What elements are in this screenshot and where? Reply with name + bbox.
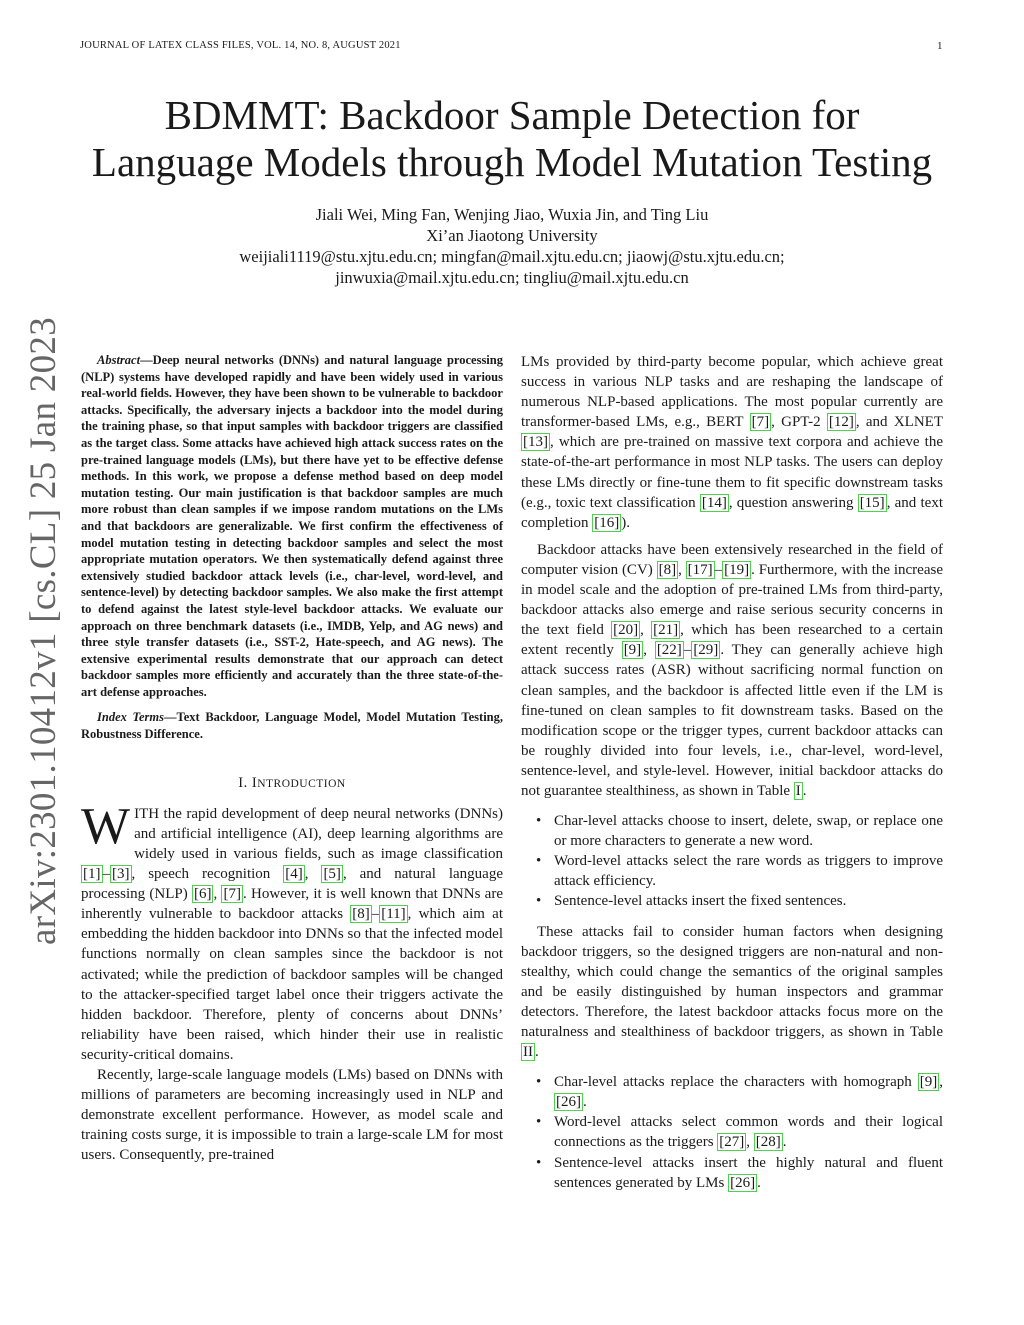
citation-link[interactable]: [8] (352, 906, 370, 923)
text-run: – (371, 906, 380, 923)
index-terms (81, 709, 503, 742)
text-run: , (678, 561, 686, 578)
index-terms-text: —Text Backdoor, Language Model, Model Mutation Testing, Robustness Difference. (81, 710, 503, 742)
text-run: . (782, 1134, 787, 1151)
section-heading-introduction (81, 773, 503, 794)
citation-link[interactable]: [8] (658, 561, 677, 578)
citation-link[interactable]: [5] (323, 866, 341, 883)
running-head: JOURNAL OF LATEX CLASS FILES, VOL. 14, NO. 8, AUGUST 2021 (80, 40, 401, 51)
text-run: Backdoor attacks have been extensively researched in the field of computer vision (CV) (521, 541, 943, 578)
text-run: , GPT-2 (771, 414, 827, 431)
bullet-list-1 (521, 811, 943, 911)
abstract (81, 352, 503, 700)
citation-link[interactable]: [1] (83, 866, 101, 883)
text-run: ITH the rapid development of deep neural networks (DNNs) and artificial intelligence (AI), deep learning algorithms are widely used in various fields, such as image classification (134, 805, 503, 862)
right-paragraph-3 (521, 922, 943, 1063)
citation-link[interactable]: [14] (701, 494, 727, 511)
section-title-first: I (251, 774, 258, 791)
list-item: • Char-level attacks choose to insert, delete, swap, or replace one or more characters to generate a new word. (554, 811, 943, 851)
text-run: , (939, 1074, 943, 1091)
table-ref-link[interactable]: I (795, 782, 801, 799)
citation-link[interactable]: [26] (556, 1094, 581, 1111)
citation-link[interactable]: [9] (919, 1074, 938, 1091)
author-emails-1: weijiali1119@stu.xjtu.edu.cn; mingfan@mail.xjtu.edu.cn; jiaowj@stu.xjtu.edu.cn; (239, 247, 785, 266)
text-run: . However, it is well known that DNNs are inherently vulnerable to backdoor attacks (81, 886, 503, 923)
bullet-list-2 (521, 1072, 943, 1193)
citation-link[interactable]: [7] (751, 414, 770, 431)
citation-link[interactable]: [29] (693, 642, 719, 659)
citation-link[interactable]: [6] (193, 886, 212, 903)
text-run: , (304, 866, 322, 883)
abstract-text: —Deep neural networks (DNNs) and natural language processing (NLP) systems have developed rapidly and have been widely used in various real-world fields. However, they have been shown to be vulnerable to backdoor attacks. Specifically, the adversary injects a backdoor into the model during the training phase, so that input samples with backdoor triggers are classified as the target class. Some attacks have achieved high attack success rates on the pre-trained language models (LMs), but there have yet to be effective defense methods. In this work, we propose a defense method based on deep model mutation testing. Our main justification is that backdoor samples are much more robust than clean samples if we impose random mutations on the LMs and that backdoors are generalizable. We first confirm the effectiveness of model mutation testing in detecting backdoor samples and select the most appropriate mutation operators. We then systematically defend against three extensively studied backdoor attack levels (i.e., char-level, word-level, and sentence-level) by detecting backdoor samples. We also make the first attempt to defend against the latest style-level backdoor attacks. We evaluate our approach on three benchmark datasets (i.e., IMDB, Yelp, and AG news) and three style transfer datasets (i.e., SST-2, Hate-speech, and AG news). The extensive experimental results demonstrate that our approach can detect backdoor samples more efficiently and accurately than the three state-of-the-art defense approaches. (81, 353, 503, 699)
citation-link[interactable]: [20] (613, 622, 639, 639)
citation-link[interactable]: [19] (724, 561, 750, 578)
text-run: , (643, 642, 655, 659)
text-run: . (802, 782, 807, 799)
text-run: – (714, 561, 723, 578)
arxiv-identifier[interactable]: arXiv:2301.10412v1 [cs.CL] 25 Jan 2023 (23, 317, 64, 945)
citation-link[interactable]: [21] (653, 622, 679, 639)
text-run: These attacks fail to consider human factors when designing backdoor triggers, so the designed triggers are non-natural and non-stealthy, which could change the semantics of the original samples and be easily distinguished by human inspectors and grammar detectors. Therefore, the latest backdoor attacks focus more on the naturalness and stealthiness of backdoor triggers, as shown in Table (521, 923, 943, 1040)
citation-link[interactable]: [3] (112, 866, 130, 883)
text-run: – (683, 642, 692, 659)
text-run: Word-level attacks select common words and their logical connections as the triggers (554, 1114, 943, 1151)
author-affiliation: Xi’an Jiaotong University (426, 226, 598, 245)
list-item (554, 1072, 943, 1112)
citation-link[interactable]: [17] (687, 561, 713, 578)
text-run: , and text completion (521, 494, 943, 531)
paper-title-line-2: Language Models through Model Mutation Testing (91, 139, 933, 185)
title-block (60, 92, 964, 288)
section-title-rest: NTRODUCTION (257, 777, 346, 790)
citation-link[interactable]: [12] (828, 414, 854, 431)
text-run: – (102, 866, 110, 883)
text-run: LMs provided by third-party become popular, which achieve great success in various NLP tasks and are reshaping the landscape of numerous NLP-based applications. The most popular currently are transformer-based LMs, e.g., BERT (521, 354, 943, 431)
citation-link[interactable]: [27] (719, 1134, 745, 1151)
text-run: Sentence-level attacks insert the highly natural and fluent sentences generated by LMs (554, 1154, 943, 1191)
text-run: , and natural language processing (NLP) (81, 866, 503, 903)
author-emails-2: jinwuxia@mail.xjtu.edu.cn; tingliu@mail.xjtu.edu.cn (335, 268, 689, 287)
text-run: , which are pre-trained on massive text corpora and achieve the state-of-the-art performance in most NLP tasks. The users can deploy these LMs directly or fine-tune them to fit specific downstream tasks (e.g., toxic text classification (521, 434, 943, 511)
right-column (521, 352, 943, 1203)
list-item (554, 1112, 943, 1152)
text-run: . They can generally achieve high attack success rates (ASR) without sacrificing normal function on clean samples, and the backdoor is affected little even if the LM is fine-tuned on clean samples to fit downstream tasks. Based on the modification scope or the trigger types, current backdoor attacks can be roughly divided into four levels, i.e., char-level, word-level, sentence-level, and style-level. However, initial backdoor attacks do not guarantee stealthiness, as shown in Table (521, 642, 944, 799)
text-run: . (583, 1094, 587, 1111)
text-run: Char-level attacks replace the characters with homograph (554, 1074, 918, 1091)
list-item (554, 1153, 943, 1193)
author-names: Jiali Wei, Ming Fan, Wenjing Jiao, Wuxia Jin, and Ting Liu (315, 205, 709, 224)
text-run: ). (621, 514, 630, 531)
abstract-label: Abstract (97, 353, 141, 367)
intro-paragraph-2: Recently, large-scale language models (LMs) based on DNNs with millions of parameters are becoming increasingly used in NLP and demonstrate excellent performance. However, as model scale and training costs surge, it is impossible to train a large-scale LM for most users. Consequently, pre-trained (81, 1066, 503, 1164)
citation-link[interactable]: [7] (223, 886, 241, 903)
text-run: , and XLNET (855, 414, 943, 431)
text-run: . (535, 1044, 539, 1061)
author-block (60, 204, 964, 288)
section-number: I. (238, 774, 252, 791)
text-run: , speech recognition (131, 866, 284, 883)
citation-link[interactable]: [9] (623, 642, 642, 659)
drop-cap: W (81, 797, 131, 855)
text-run: . (757, 1174, 761, 1191)
citation-link[interactable]: [13] (523, 434, 548, 451)
table-ref-link[interactable]: II (523, 1044, 533, 1061)
index-terms-label: Index Terms (97, 710, 165, 725)
list-item: • Word-level attacks select the rare words as triggers to improve attack efficiency. (554, 851, 943, 891)
right-paragraph-2 (521, 540, 943, 801)
intro-paragraph-1 (81, 797, 503, 1065)
text-run: , which has been researched to a certain extent recently (521, 622, 944, 659)
citation-link[interactable]: [16] (594, 514, 620, 531)
text-run: , (213, 886, 222, 903)
citation-link[interactable]: [26] (730, 1174, 756, 1191)
text-run: . Furthermore, with the increase in model scale and the adoption of pre-trained LMs from third-party, backdoor attacks also emerge and raise serious security concerns in the text field (521, 561, 943, 639)
right-paragraph-1 (521, 352, 943, 533)
citation-link[interactable]: [11] (381, 906, 406, 923)
left-column (81, 352, 503, 1165)
citation-link[interactable]: [4] (285, 866, 303, 883)
citation-link[interactable]: [28] (755, 1134, 781, 1151)
text-run: , (746, 1134, 754, 1151)
paper-title-line-1: BDMMT: Backdoor Sample Detection for (164, 92, 860, 138)
text-run: , (640, 622, 652, 639)
list-item: • Sentence-level attacks insert the fixed sentences. (554, 891, 943, 911)
citation-link[interactable]: [15] (859, 494, 885, 511)
text-run: , question answering (728, 494, 858, 511)
page-number: 1 (937, 40, 943, 52)
citation-link[interactable]: [22] (656, 642, 682, 659)
text-run: , which aim at embedding the hidden backdoor into DNNs so that the infected model functions normally on clean samples since the backdoor is not activated; while the prediction of backdoor samples will be changed to the attacker-specified target label once their triggers activate the hidden backdoor. Therefore, plenty of concerns about DNNs’ reliability have been raised, which hinder their use in realistic security-critical domains. (81, 906, 503, 1063)
